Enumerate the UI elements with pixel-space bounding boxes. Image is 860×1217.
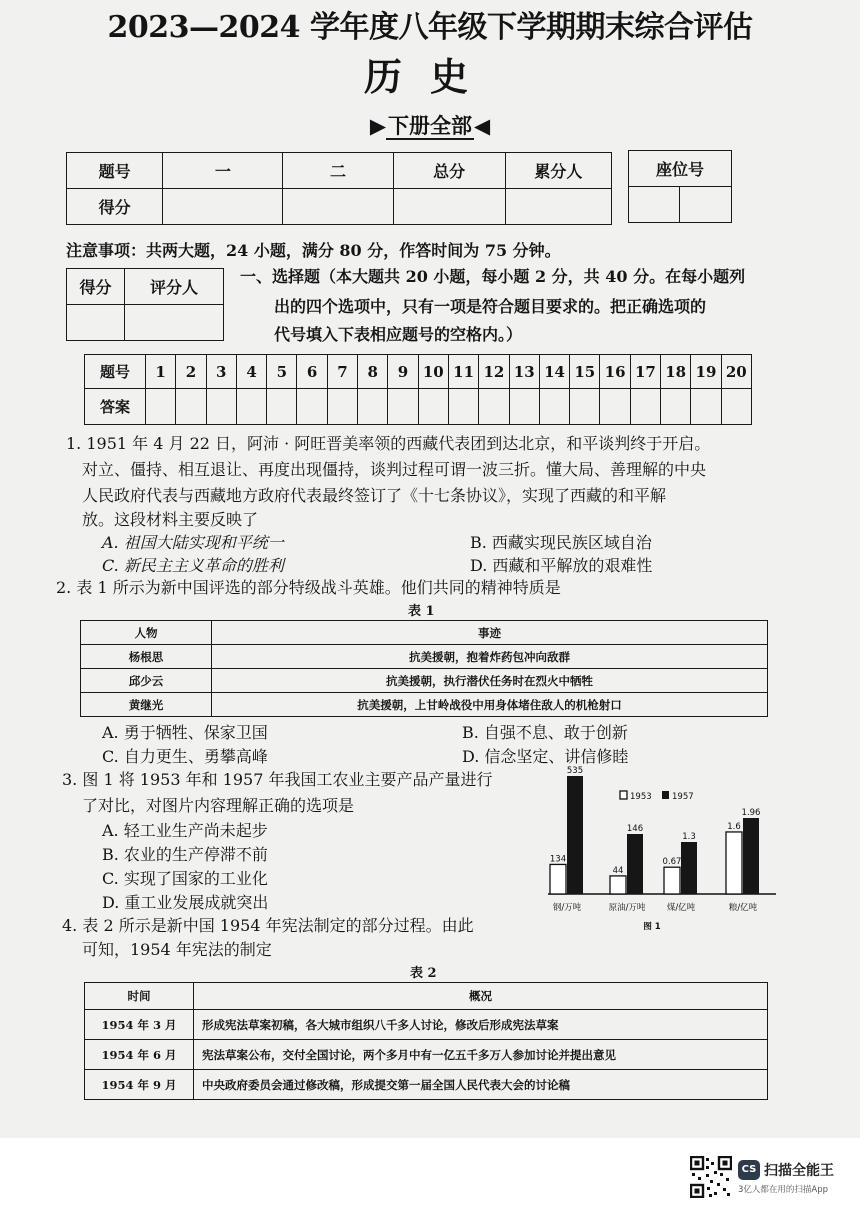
legend-swatch-1953 xyxy=(620,791,627,799)
table1-cell: 抗美援朝，上甘岭战役中用身体堵住敌人的机枪射口 xyxy=(212,693,768,717)
answer-label: 答案 xyxy=(85,389,146,425)
q3-stem: 3. 图 1 将 1953 年和 1957 年我国工农业主要产品产量进行 xyxy=(62,770,493,789)
q1-stem: 1. 1951 年 4 月 22 日，阿沛 · 阿旺晋美率领的西藏代表团到达北京，和平谈判终于开启。 xyxy=(66,434,711,453)
score-input-cell[interactable] xyxy=(393,189,505,225)
answer-input-cell[interactable] xyxy=(630,389,660,425)
table1-cell: 抗美援朝，抱着炸药包冲向敌群 xyxy=(212,645,768,669)
answer-num-cell: 15 xyxy=(570,355,600,389)
q2-option-b[interactable]: B. 自强不息、敢于创新 xyxy=(462,723,628,742)
answer-input-cell[interactable] xyxy=(661,389,691,425)
answer-num-cell: 14 xyxy=(539,355,569,389)
bar-1957-3 xyxy=(743,818,759,894)
bar-1957-2 xyxy=(681,842,697,894)
table1-header: 人物 xyxy=(81,621,212,645)
score-input-cell[interactable] xyxy=(163,189,283,225)
score-header-cell: 一 xyxy=(163,153,283,189)
table1 xyxy=(80,620,768,717)
answer-num-cell: 16 xyxy=(600,355,630,389)
answer-input-cell[interactable] xyxy=(570,389,600,425)
data-label: 44 xyxy=(612,865,624,876)
grader-name-cell[interactable] xyxy=(125,305,224,341)
table1-cell: 抗美援朝，执行潜伏任务时在烈火中牺牲 xyxy=(212,669,768,693)
answer-input-cell[interactable] xyxy=(721,389,751,425)
data-label: 0.67 xyxy=(662,857,682,868)
answer-num-cell: 13 xyxy=(509,355,539,389)
q1-option-b[interactable]: B. 西藏实现民族区域自治 xyxy=(470,533,652,552)
grader-score-cell[interactable] xyxy=(67,305,125,341)
q2-stem: 2. 表 1 所示为新中国评选的部分特级战斗英雄。他们共同的精神特质是 xyxy=(56,578,561,597)
answer-input-cell[interactable] xyxy=(206,389,236,425)
answer-num-cell: 12 xyxy=(479,355,509,389)
legend-swatch-1957 xyxy=(662,791,669,799)
q1-stem: 人民政府代表与西藏地方政府代表最终签订了《十七条协议》，实现了西藏的和平解 xyxy=(82,486,667,505)
q1-stem: 放。这段材料主要反映了 xyxy=(82,510,259,529)
answer-num-cell: 9 xyxy=(388,355,418,389)
bar-1957-0 xyxy=(567,776,583,894)
data-label: 1.6 xyxy=(727,821,741,832)
table1-header: 事迹 xyxy=(212,621,768,645)
score-input-cell[interactable] xyxy=(283,189,393,225)
scope-text: 下册全部 xyxy=(388,113,472,138)
answer-num-cell: 20 xyxy=(721,355,751,389)
answer-num-cell: 18 xyxy=(661,355,691,389)
arrow-right-icon: ▶ xyxy=(369,113,386,138)
answer-num-cell: 7 xyxy=(327,355,357,389)
score-input-cell[interactable] xyxy=(505,189,611,225)
data-label: 1.3 xyxy=(682,832,696,842)
answer-num-cell: 19 xyxy=(691,355,721,389)
q1-option-d[interactable]: D. 西藏和平解放的艰难性 xyxy=(470,556,653,575)
answer-input-cell[interactable] xyxy=(600,389,630,425)
table-row xyxy=(81,645,768,669)
q3-option-d[interactable]: D. 重工业发展成就突出 xyxy=(102,893,269,912)
table2-cell: 中央政府委员会通过修改稿，形成提交第一届全国人民代表大会的讨论稿 xyxy=(194,1070,768,1100)
scanner-footer xyxy=(0,1138,860,1217)
subject-title: 历史 xyxy=(363,54,496,99)
table2 xyxy=(84,982,768,1100)
data-label: 146 xyxy=(626,824,644,834)
answer-num-cell: 3 xyxy=(206,355,236,389)
score-table xyxy=(66,152,612,225)
bar-1953-0 xyxy=(550,864,566,894)
app-tagline: 3亿人都在用的扫描App xyxy=(738,1185,829,1195)
chart-title: 图 1 xyxy=(643,922,661,932)
answer-num-cell: 17 xyxy=(630,355,660,389)
answer-num-label: 题号 xyxy=(85,355,146,389)
table2-header: 概况 xyxy=(194,983,768,1010)
seat-number-box xyxy=(628,150,732,223)
table2-cell: 1954 年 3 月 xyxy=(85,1010,194,1040)
q2-option-d[interactable]: D. 信念坚定、讲信修睦 xyxy=(462,747,629,766)
data-label: 1.96 xyxy=(741,808,761,818)
q1-stem: 对立、僵持、相互退让、再度出现僵持，谈判过程可谓一波三折。懂大局、善理解的中央 xyxy=(82,460,707,479)
grader-box xyxy=(66,268,224,341)
answer-input-cell[interactable] xyxy=(448,389,478,425)
table2-header: 时间 xyxy=(85,983,194,1010)
x-tick-label: 原油/万吨 xyxy=(608,903,646,913)
table2-cell: 宪法草案公布，交付全国讨论，两个多月中有一亿五千多万人参加讨论并提出意见 xyxy=(194,1040,768,1070)
answer-input-cell[interactable] xyxy=(327,389,357,425)
exam-title: 2023—2024 学年度八年级下学期期末综合评估 xyxy=(107,10,753,45)
q4-stem: 可知，1954 年宪法的制定 xyxy=(82,940,272,959)
qr-code-icon[interactable] xyxy=(690,1156,732,1198)
q3-option-c[interactable]: C. 实现了国家的工业化 xyxy=(102,869,268,888)
table-row xyxy=(85,1010,768,1040)
seat-number-cell[interactable] xyxy=(629,187,680,223)
table1-cell: 邱少云 xyxy=(81,669,212,693)
q1-option-a[interactable]: A. 祖国大陆实现和平统一 xyxy=(102,533,284,552)
answer-table xyxy=(84,354,752,425)
section1-heading: 一、选择题（本大题共 20 小题，每小题 2 分，共 40 分。在每小题列 xyxy=(240,267,746,286)
answer-num-cell: 10 xyxy=(418,355,448,389)
answer-input-cell[interactable] xyxy=(479,389,509,425)
table-row xyxy=(81,693,768,717)
data-label: 134 xyxy=(549,854,567,865)
q3-option-a[interactable]: A. 轻工业生产尚未起步 xyxy=(102,821,268,840)
q4-stem: 4. 表 2 所示是新中国 1954 年宪法制定的部分过程。由此 xyxy=(62,916,474,935)
seat-number-cell[interactable] xyxy=(680,187,732,223)
answer-input-cell[interactable] xyxy=(509,389,539,425)
answer-input-cell[interactable] xyxy=(388,389,418,425)
answer-num-cell: 8 xyxy=(358,355,388,389)
table1-caption: 表 1 xyxy=(408,604,435,619)
score-header-cell: 二 xyxy=(283,153,393,189)
x-tick-label: 煤/亿吨 xyxy=(666,903,696,913)
bar-1953-2 xyxy=(664,867,680,894)
answer-num-cell: 1 xyxy=(146,355,176,389)
app-logo: CS xyxy=(738,1160,760,1180)
q1-option-c[interactable]: C. 新民主主义革命的胜利 xyxy=(102,556,284,575)
bar-1953-3 xyxy=(726,832,742,894)
x-tick-label: 钢/万吨 xyxy=(552,903,582,913)
q2-option-a[interactable]: A. 勇于牺牲、保家卫国 xyxy=(102,723,268,742)
section1-instructions: 代号填入下表相应题号的空格内。） xyxy=(274,325,523,344)
score-header-cell: 题号 xyxy=(67,153,163,189)
answer-num-cell: 5 xyxy=(267,355,297,389)
answer-num-cell: 4 xyxy=(236,355,266,389)
answer-input-cell[interactable] xyxy=(236,389,266,425)
answer-input-cell[interactable] xyxy=(267,389,297,425)
q3-option-b[interactable]: B. 农业的生产停滞不前 xyxy=(102,845,268,864)
app-name: 扫描全能王 xyxy=(764,1163,834,1179)
answer-num-cell: 6 xyxy=(297,355,327,389)
answer-num-cell: 11 xyxy=(448,355,478,389)
section1-instructions: 出的四个选项中，只有一项是符合题目要求的。把正确选项的 xyxy=(274,297,707,316)
legend-label: 1953 xyxy=(630,792,652,802)
grader-score-label: 得分 xyxy=(67,269,125,305)
table2-cell: 1954 年 9 月 xyxy=(85,1070,194,1100)
data-label: 535 xyxy=(566,766,584,776)
seat-number-label: 座位号 xyxy=(629,151,732,187)
table-row xyxy=(81,669,768,693)
bar-1953-1 xyxy=(610,876,626,894)
answer-input-cell[interactable] xyxy=(691,389,721,425)
answer-input-cell[interactable] xyxy=(358,389,388,425)
score-row-label: 得分 xyxy=(67,189,163,225)
answer-input-cell[interactable] xyxy=(297,389,327,425)
scope-banner xyxy=(0,110,860,140)
legend-label: 1957 xyxy=(672,792,694,802)
arrow-left-icon: ◀ xyxy=(474,113,491,138)
score-header-cell: 总分 xyxy=(393,153,505,189)
x-tick-label: 粮/亿吨 xyxy=(728,903,758,913)
figure1-bar-chart xyxy=(544,764,780,934)
table1-cell: 杨根思 xyxy=(81,645,212,669)
answer-input-cell[interactable] xyxy=(176,389,206,425)
table2-caption: 表 2 xyxy=(410,966,437,981)
table-row xyxy=(85,1070,768,1100)
notice-text: 注意事项：共两大题，24 小题，满分 80 分，作答时间为 75 分钟。 xyxy=(66,241,561,260)
bar-1957-1 xyxy=(627,834,643,894)
answer-num-cell: 2 xyxy=(176,355,206,389)
grader-name-label: 评分人 xyxy=(125,269,224,305)
answer-input-cell[interactable] xyxy=(539,389,569,425)
q3-stem: 了对比，对图片内容理解正确的选项是 xyxy=(82,796,355,815)
score-header-cell: 累分人 xyxy=(505,153,611,189)
q2-option-c[interactable]: C. 自力更生、勇攀高峰 xyxy=(102,747,268,766)
table2-cell: 形成宪法草案初稿，各大城市组织八千多人讨论，修改后形成宪法草案 xyxy=(194,1010,768,1040)
table-row xyxy=(85,1040,768,1070)
answer-input-cell[interactable] xyxy=(146,389,176,425)
table2-cell: 1954 年 6 月 xyxy=(85,1040,194,1070)
answer-input-cell[interactable] xyxy=(418,389,448,425)
table1-cell: 黄继光 xyxy=(81,693,212,717)
